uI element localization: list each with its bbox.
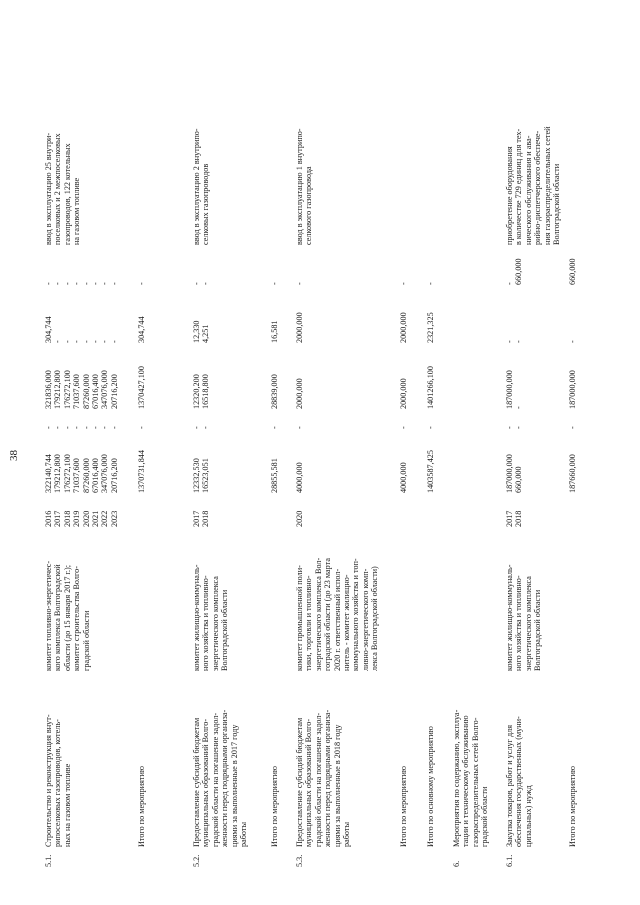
subtotal-total: 187660,000 bbox=[568, 454, 577, 493]
subtotal-oblast: 1370427,100 bbox=[137, 366, 146, 409]
row-total: 187000,000 660,000 bbox=[505, 454, 524, 493]
subtotal-federal: - bbox=[270, 426, 279, 429]
subtotal-label: Итого по мероприятию bbox=[568, 766, 577, 847]
row-executor: комитет топливно-энергетичес- кого комплекса Волгоградской области (до 15 января 2017 г.); комитет строительства Волго- градской области bbox=[44, 560, 91, 671]
row-no: 5.2. bbox=[192, 854, 201, 867]
subtotal-municipal: 16,581 bbox=[270, 320, 279, 343]
subtotal-municipal: - bbox=[568, 340, 577, 343]
row-other: - bbox=[295, 282, 304, 285]
main-total-other: - bbox=[426, 282, 435, 285]
row-other: - - - - - - - - bbox=[44, 282, 119, 285]
row-oblast: 2000,000 bbox=[295, 378, 304, 409]
subtotal-total: 4000,000 bbox=[399, 462, 408, 493]
row-no: 6.1. bbox=[505, 854, 514, 867]
row-municipal: 2000,000 bbox=[295, 312, 304, 343]
subtotal-municipal: 2000,000 bbox=[399, 312, 408, 343]
row-federal: - - bbox=[505, 426, 524, 429]
row-total: 12332,530 16523,051 bbox=[192, 458, 211, 493]
row-no: 5.1. bbox=[44, 854, 53, 867]
subtotal-municipal: 304,744 bbox=[137, 316, 146, 343]
main-total-total: 1403587,425 bbox=[426, 450, 435, 493]
row-oblast: 187000,000 - bbox=[505, 370, 524, 409]
row-total: 4000,000 bbox=[295, 462, 304, 493]
row-name: Предоставление субсидий бюджетам муниципальных образований Волго- градской области на погашение задол- женности перед подрядными организа- циями за выполненные в 2017 году работы bbox=[192, 709, 249, 847]
subtotal-other: 660,000 bbox=[568, 258, 577, 285]
row-no: 5.3. bbox=[295, 854, 304, 867]
row-other: - - bbox=[192, 282, 211, 285]
subtotal-total: 1370731,844 bbox=[137, 450, 146, 493]
main-total-municipal: 2321,325 bbox=[426, 312, 435, 343]
row-result: приобретение оборудования в количестве 729 единиц для тех- нического обслуживания и ава- рийно-диспетчерского обеспече- ния газораспределительных сетей Волгоградской области bbox=[505, 126, 562, 245]
main-total-label: Итого по основному мероприятию bbox=[426, 726, 435, 847]
row-years: 2017 2018 bbox=[505, 510, 524, 527]
main-total-oblast: 1401266,100 bbox=[426, 366, 435, 409]
subtotal-other: - bbox=[399, 282, 408, 285]
main-total-federal: - bbox=[426, 426, 435, 429]
subtotal-oblast: 2000,000 bbox=[399, 378, 408, 409]
row-result: ввод в эксплуатацию 1 внутрипо- селкового газопровода bbox=[295, 128, 314, 245]
subtotal-other: - bbox=[270, 282, 279, 285]
section-no: 6. bbox=[452, 860, 461, 867]
subtotal-label: Итого по мероприятию bbox=[137, 766, 146, 847]
row-oblast: 321836,000 179212,800 176272,100 71037,600 87260,000 67016,400 347076,000 20716,200 bbox=[44, 370, 119, 409]
section-title: Мероприятия по содержанию, эксплуа- тации и техническому обслуживанию газораспределительных сетей Волго- градской области bbox=[452, 709, 490, 847]
row-result: ввод в эксплуатацию 25 внутри- поселковых и 2 межпоселковых газопроводов, 122 котельных на газовом топливе bbox=[44, 132, 82, 245]
row-executor: комитет жилищно-коммуналь- ного хозяйства и топливно- энергетического комплекса Волгоградской области bbox=[192, 564, 230, 671]
row-federal: - - - - - - - - bbox=[44, 426, 119, 429]
row-name: Закупка товаров, работ и услуг для обеспечения государственных (муни- ципальных) нужд bbox=[505, 716, 533, 847]
subtotal-total: 28855,581 bbox=[270, 458, 279, 493]
row-years: 2020 bbox=[295, 510, 304, 527]
subtotal-label: Итого по мероприятию bbox=[270, 766, 279, 847]
row-name: Строительство и реконструкция внут- рипоселковых газопроводов, котель- ных на газовом топливе bbox=[44, 714, 72, 847]
row-name: Предоставление субсидий бюджетам муниципальных образований Волго- градской области на погашение задол- женности перед подрядными организа- циями за выполненные в 2018 году работы bbox=[295, 709, 352, 847]
subtotal-label: Итого по мероприятию bbox=[399, 766, 408, 847]
row-oblast: 12320,200 16518,800 bbox=[192, 374, 211, 409]
row-executor: комитет жилищно-коммуналь- ного хозяйства и топливно- энергетического комплекса Волгоградской области bbox=[505, 564, 543, 671]
row-years: 2017 2018 bbox=[192, 510, 211, 527]
row-executor: комитет промышленной поли- тики, торговли и топливно- энергетического комплекса Вол- гоградской области (до 23 марта 2020 г. ответственный испол- нитель - комитет жилищно- коммунального хозяйства и топ- ливно-энергетического комп- лекса Волгоградской области) bbox=[295, 557, 380, 671]
row-years: 2016 2017 2018 2019 2020 2021 2022 2023 bbox=[44, 510, 119, 527]
subtotal-oblast: 28839,000 bbox=[270, 374, 279, 409]
row-federal: - bbox=[295, 426, 304, 429]
row-total: 322140,744 179212,800 176272,100 71037,600 87260,000 67016,400 347076,000 20716,200 bbox=[44, 454, 119, 493]
subtotal-federal: - bbox=[137, 426, 146, 429]
subtotal-other: - bbox=[137, 282, 146, 285]
subtotal-federal: - bbox=[568, 426, 577, 429]
row-municipal: 12,330 4,251 bbox=[192, 320, 211, 343]
page-number: 38 bbox=[8, 450, 20, 461]
row-other: - 660,000 bbox=[505, 258, 524, 285]
subtotal-federal: - bbox=[399, 426, 408, 429]
row-result: ввод в эксплуатацию 2 внутрипо- селковых газопроводов bbox=[192, 128, 211, 245]
row-municipal: 304,744 - - - - - - - bbox=[44, 316, 119, 343]
row-federal: - - bbox=[192, 426, 211, 429]
subtotal-oblast: 187000,000 bbox=[568, 370, 577, 409]
row-municipal: - - bbox=[505, 340, 524, 343]
